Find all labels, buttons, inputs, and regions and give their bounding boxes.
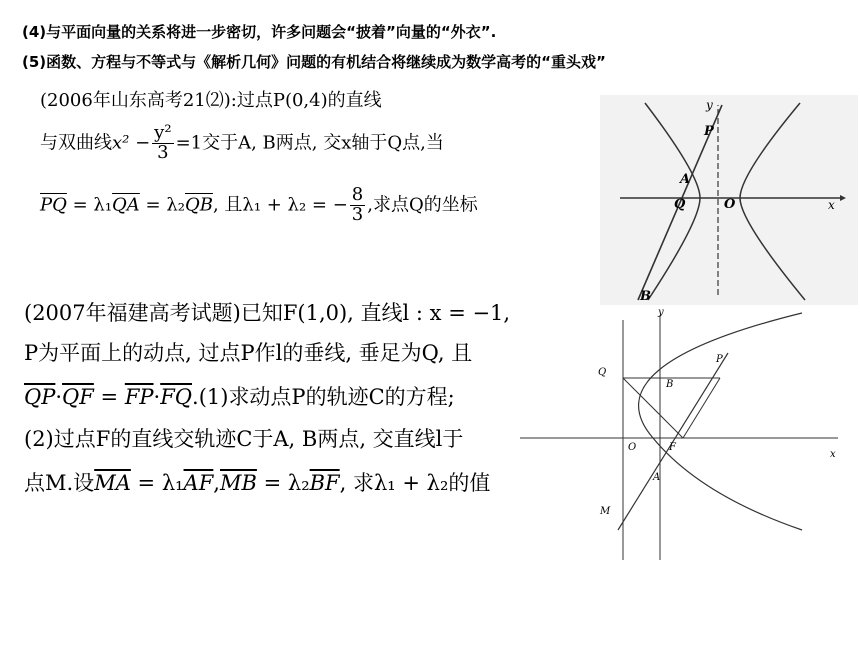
vector-bf: $\overline{BF}$ (309, 471, 340, 495)
equals-sign: = (100, 385, 119, 409)
vector-qf: $\overline{QF}$ (62, 385, 94, 409)
problem1-line1 (40, 86, 382, 112)
vector-qb: $\overline{QB}$ (184, 194, 213, 216)
problem1-line2 (40, 124, 444, 163)
label-a: A (653, 472, 661, 483)
label-y: y (658, 307, 664, 318)
dot-op: · (153, 385, 161, 409)
fraction-denominator: 3 (157, 141, 169, 163)
vector-mb: $\overline{MB}$ (219, 471, 257, 495)
label-b: B (640, 289, 651, 304)
label-f: F (669, 442, 676, 453)
comma: , (213, 471, 220, 495)
parabola-c (639, 313, 802, 530)
fraction-numerator: y² (154, 122, 172, 143)
segment-fp (683, 378, 720, 438)
eq-lambda2: = λ₂ (263, 471, 310, 495)
label-q: Q (598, 367, 607, 378)
fraction-denominator: 3 (351, 203, 364, 225)
problem2-l5-pre: 点M.设 (24, 471, 95, 495)
text-line-4: (4)与平面向量的关系将进一步密切，许多问题会“披着”向量的“外衣”. (22, 23, 497, 41)
problem2-line4: (2)过点F的直线交轨迹C于A, B两点, 交直线l于 (24, 427, 464, 451)
eq-lambda2: = λ₂ (145, 194, 185, 216)
problem2-line1: (2007年福建高考试题)已知F(1,0), 直线l : x = −1, (24, 301, 511, 325)
problem2-line3 (24, 381, 455, 411)
label-x: x (830, 449, 836, 460)
label-q: Q (674, 197, 686, 212)
fraction-y2-over-3 (152, 124, 173, 163)
problem2-l3-post: .(1)求动点P的轨迹C的方程; (192, 385, 455, 409)
vector-fp: $\overline{FP}$ (124, 385, 154, 409)
label-y: y (706, 98, 713, 112)
fraction-8-over-3 (350, 186, 365, 225)
problem1-intro: :过点P(0,4)的直线 (230, 90, 382, 111)
problem1-l2-x2: x² − (112, 132, 151, 154)
eq-lambda1: = λ₁ (72, 194, 113, 216)
problem1-l3-mid: , 且λ₁ + λ₂ = − (212, 194, 348, 216)
vector-qa: $\overline{QA}$ (112, 194, 140, 216)
text-line-5: (5)函数、方程与不等式与《解析几何》问题的有机结合将继续成为数学高考的“重头戏” (22, 53, 606, 71)
problem2-l5-post: , 求λ₁ + λ₂的值 (339, 471, 491, 495)
label-m: M (600, 506, 611, 517)
vector-qp: $\overline{QP}$ (24, 385, 56, 409)
vector-ma: $\overline{MA}$ (94, 471, 131, 495)
figure-hyperbola (600, 95, 858, 305)
vector-af: $\overline{AF}$ (183, 471, 214, 495)
problem1-line3 (40, 186, 478, 225)
label-p: P (704, 124, 714, 139)
fraction-numerator: 8 (351, 184, 364, 205)
label-o: O (628, 442, 637, 453)
figure-parabola (520, 305, 850, 570)
eq-lambda1: = λ₁ (137, 471, 184, 495)
problem1-l2-pre: 与双曲线 (40, 132, 112, 154)
problem1-source: (2006年山东高考21⑵) (40, 90, 231, 111)
dot-op: · (55, 385, 63, 409)
label-x: x (828, 198, 835, 212)
segment-qf (623, 378, 683, 438)
problem2-line2: P为平面上的动点, 过点P作l的垂线, 垂足为Q, 且 (24, 341, 473, 365)
label-p: P (716, 354, 723, 365)
vector-fq: $\overline{FQ}$ (160, 385, 193, 409)
label-b: B (666, 379, 674, 390)
problem1-l2-post: =1交于A, B两点, 交x轴于Q点,当 (175, 132, 444, 154)
problem2-line5 (24, 467, 490, 497)
problem1-l3-post: ,求点Q的坐标 (367, 194, 478, 216)
label-a: A (680, 172, 691, 187)
vector-pq: $\overline{PQ}$ (40, 194, 67, 216)
label-o: O (724, 197, 736, 212)
